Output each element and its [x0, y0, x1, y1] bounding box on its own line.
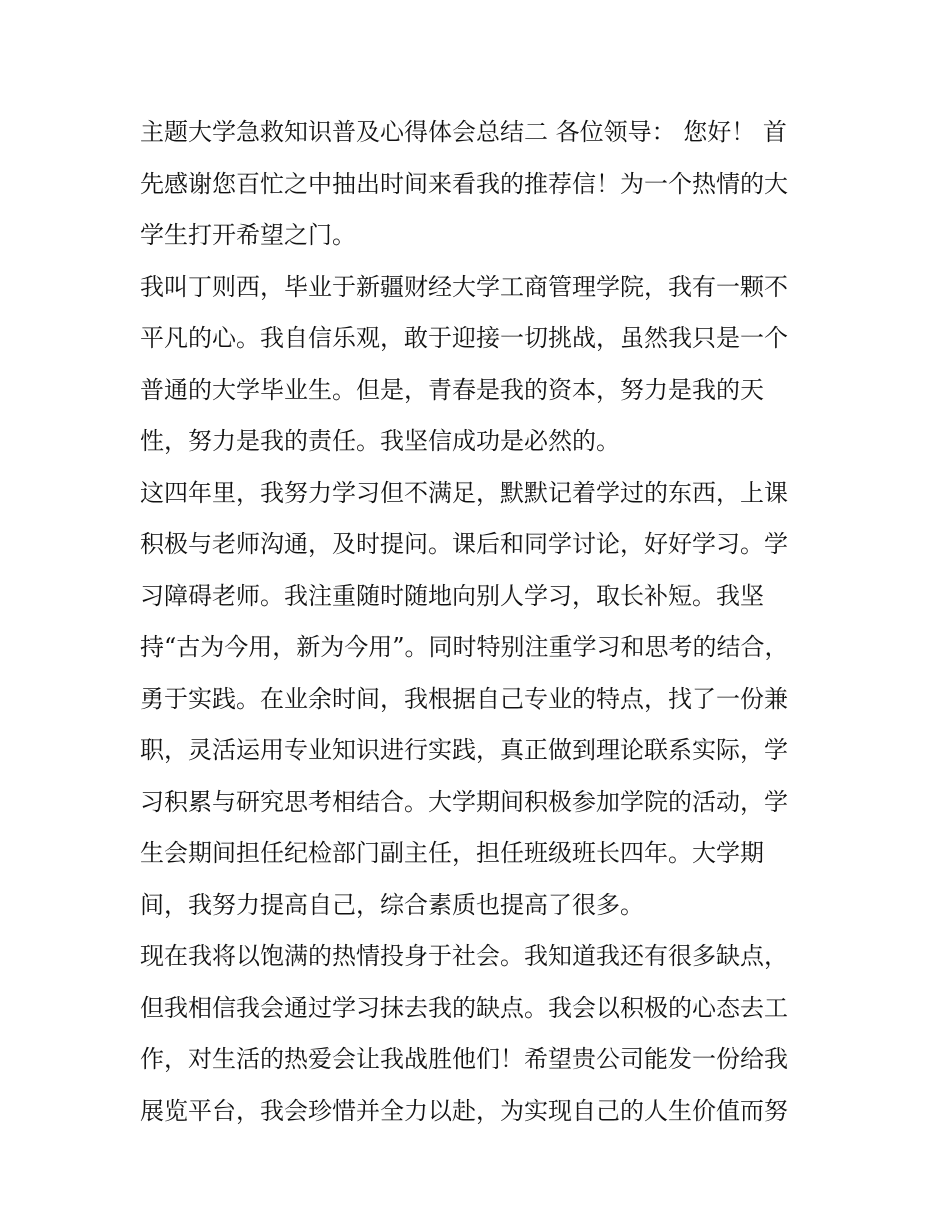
- text-line: 现在我将以饱满的热情投身于社会。我知道我还有很多缺点，: [140, 942, 788, 970]
- text-line: 习积累与研究思考相结合。大学期间积极参加学院的活动，学: [140, 787, 788, 816]
- text-line: 我叫丁则西，毕业于新疆财经大学工商管理学院，我有一颗不: [140, 272, 788, 301]
- text-line: 持“古为今用，新为今用”。同时特别注重学习和思考的结合，: [140, 633, 789, 661]
- document-body: [140, 107, 830, 1137]
- text-line: 性，努力是我的责任。我坚信成功是必然的。: [140, 427, 620, 455]
- text-line: 生会期间担任纪检部门副主任，担任班级班长四年。大学期: [140, 839, 764, 867]
- text-line: 先感谢您百忙之中抽出时间来看我的推荐信！为一个热情的大: [140, 169, 788, 198]
- text-line: 勇于实践。在业余时间，我根据自己专业的特点，找了一份兼: [140, 684, 788, 713]
- text-line: 这四年里，我努力学习但不满足，默默记着学过的东西，上课: [140, 478, 788, 507]
- text-line: 作，对生活的热爱会让我战胜他们！希望贵公司能发一份给我: [140, 1045, 788, 1073]
- text-line: 习障碍老师。我注重随时随地向别人学习，取长补短。我坚: [140, 581, 764, 610]
- text-line: 平凡的心。我自信乐观，敢于迎接一切挑战，虽然我只是一个: [140, 324, 788, 352]
- text-line: 职，灵活运用专业知识进行实践，真正做到理论联系实际，学: [140, 736, 788, 764]
- text-line: 普通的大学毕业生。但是，青春是我的资本，努力是我的天: [140, 375, 764, 404]
- text-line: 积极与老师沟通，及时提问。课后和同学讨论，好好学习。学: [140, 530, 788, 558]
- text-line: 但我相信我会通过学习抹去我的缺点。我会以积极的心态去工: [140, 993, 788, 1022]
- text-line: 间，我努力提高自己，综合素质也提高了很多。: [140, 890, 644, 919]
- text-line: 学生打开希望之门。: [140, 221, 356, 249]
- text-line: 展览平台，我会珍惜并全力以赴，为实现自己的人生价值而努: [140, 1096, 788, 1125]
- text-line: 主题大学急救知识普及心得体会总结二 各位领导： 您好！ 首: [140, 118, 787, 146]
